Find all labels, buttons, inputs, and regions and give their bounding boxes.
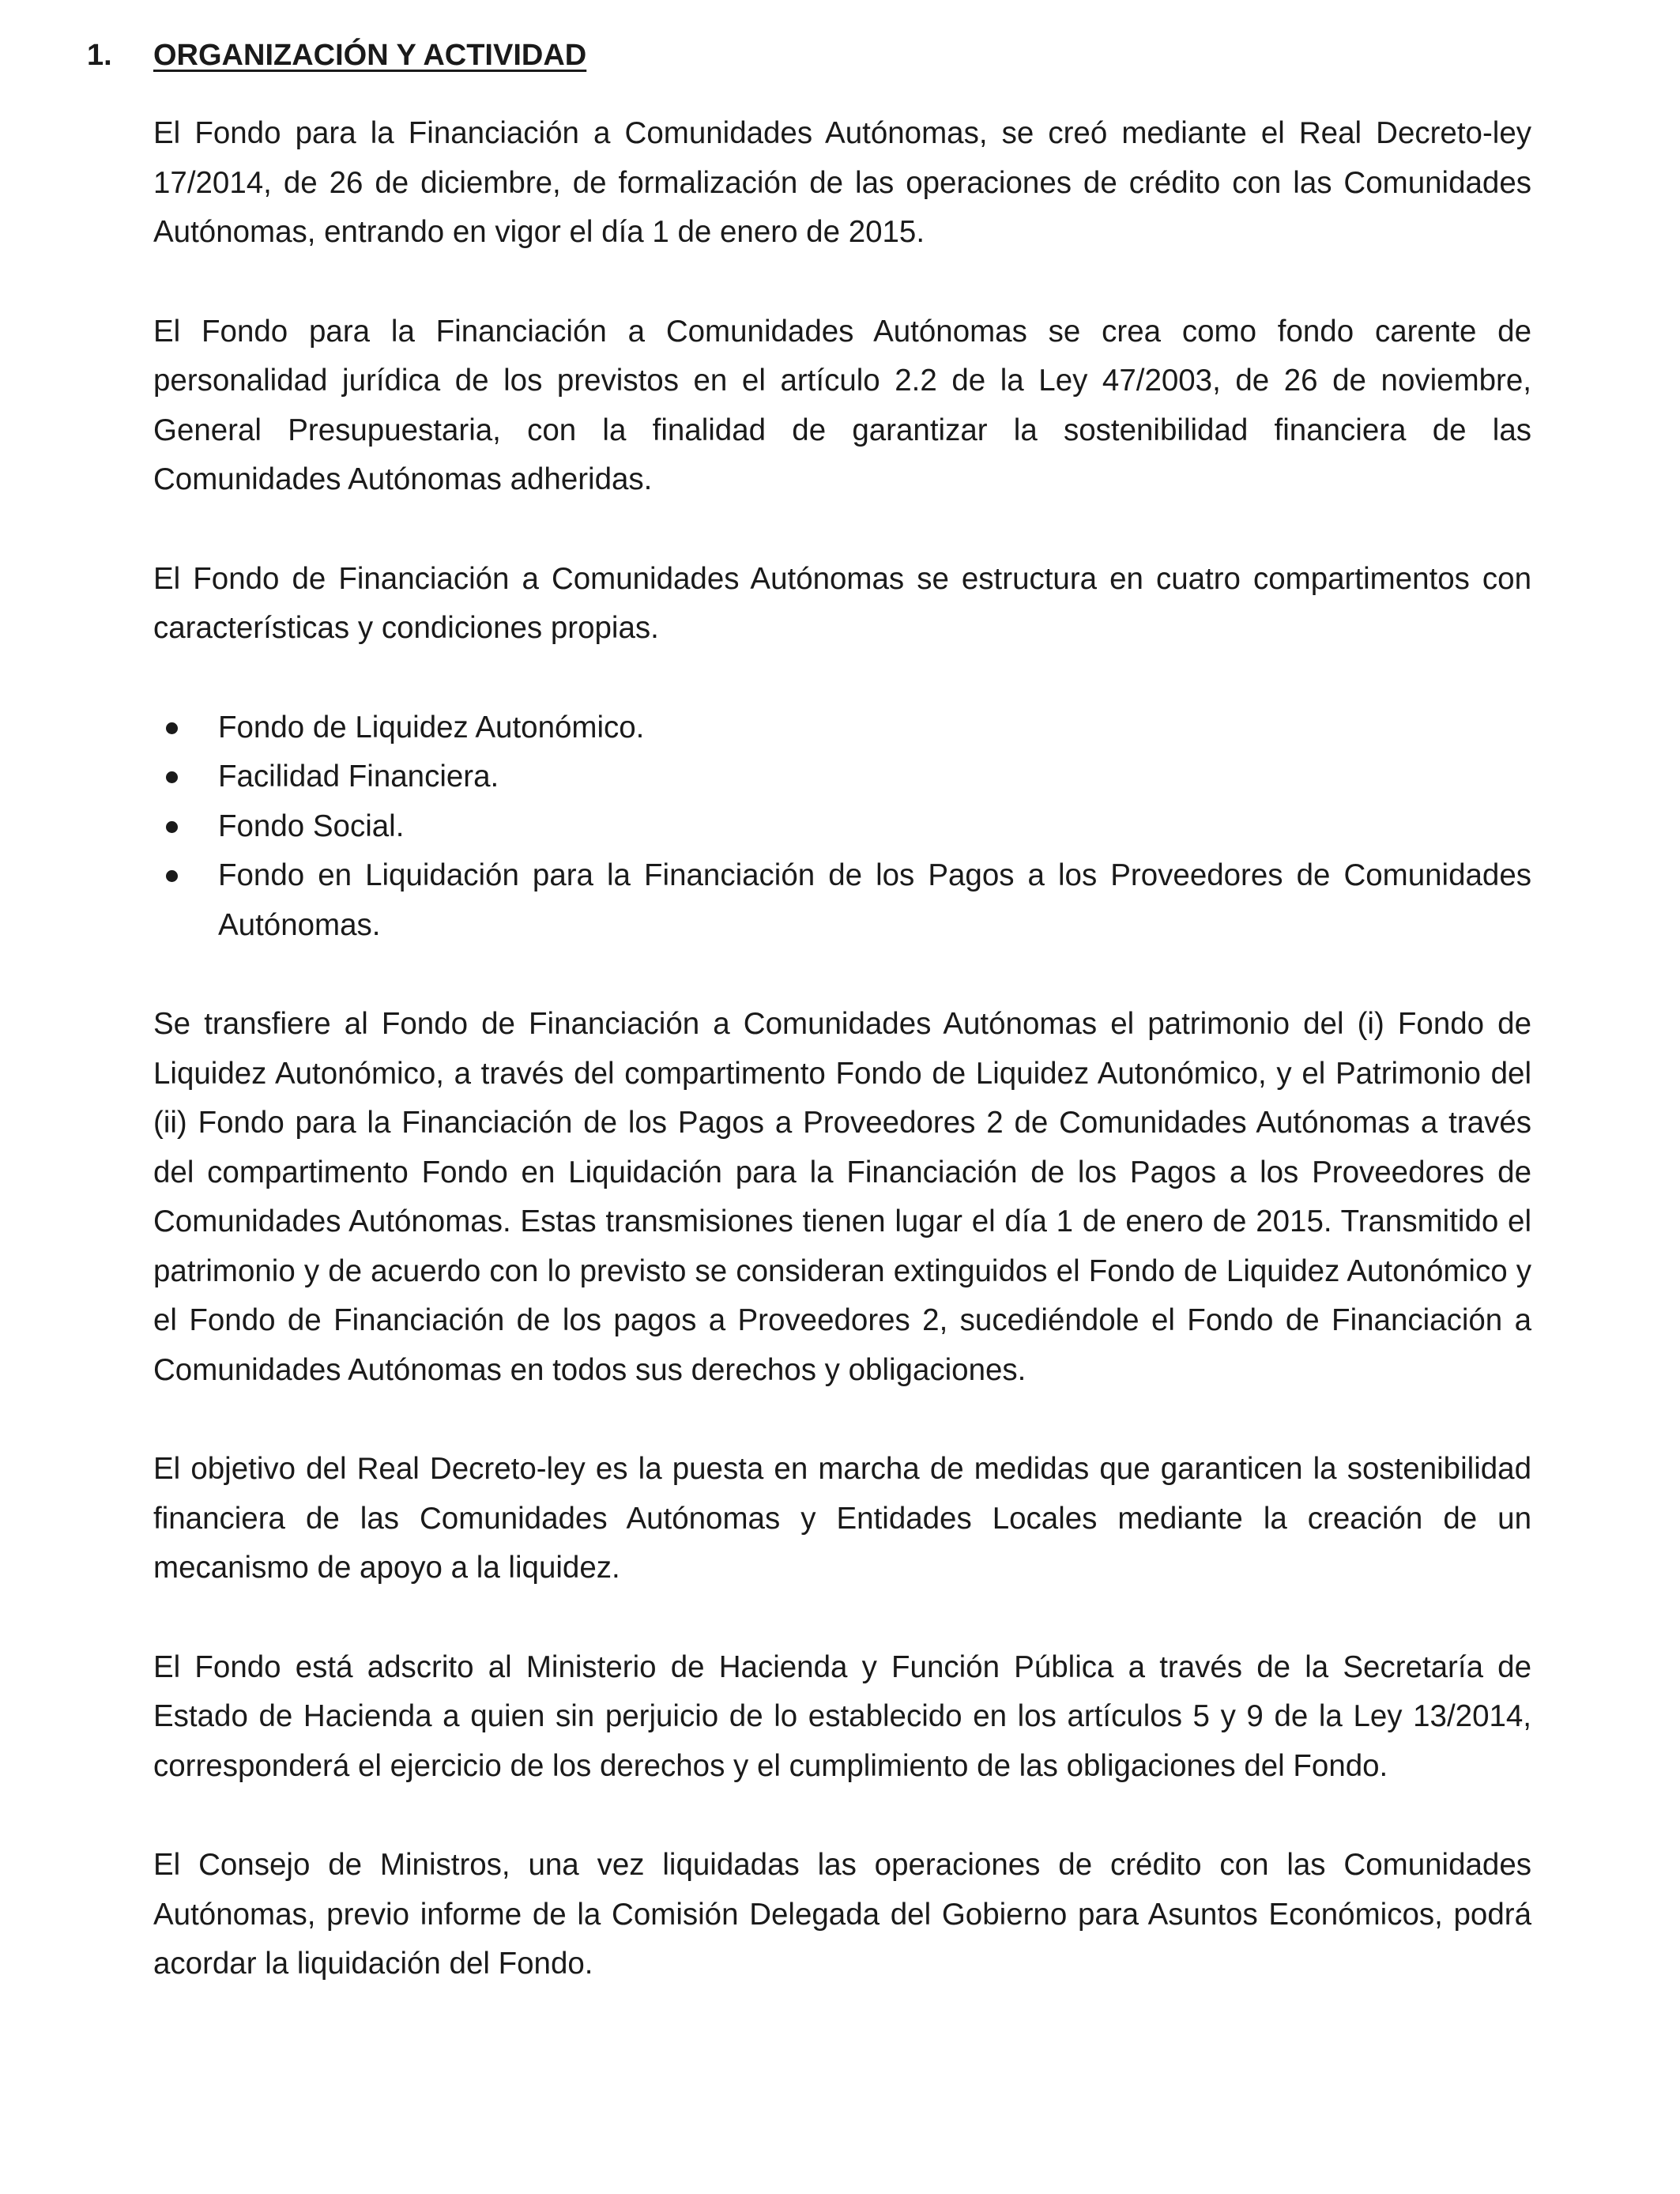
compartments-list [153,703,1531,951]
paragraph-transfer: Se transfiere al Fondo de Financiación a Comunidades Autónomas el patrimonio del (i) Fondo de Liquidez Autonómico, a través del compartimento Fondo de Liquidez Autonómico, y el Patrimonio del (ii) Fondo para la Financiación de los Pagos a Proveedores 2 de Comunidades Autónomas a través del compartimento Fondo en Liquidación para la Financiación de los Pagos a los Proveedores de Comunidades Autónomas. Estas transmisiones tienen lugar el día 1 de enero de 2015. Transmitido el patrimonio y de acuerdo con lo previsto se consideran extinguidos el Fondo de Liquidez Autonómico y el Fondo de Financiación de los pagos a Proveedores 2, sucediéndole el Fondo de Financiación a Comunidades Autónomas en todos sus derechos y obligaciones. [153,1007,1531,1387]
list-item [153,752,1531,802]
paragraph-ministry: El Fondo está adscrito al Ministerio de Hacienda y Función Pública a través de la Secretaría de Estado de Hacienda a quien sin perjuicio de lo establecido en los artículos 5 y 9 de la Ley 13/2014, corresponderá el ejercicio de los derechos y el cumplimiento de las obligaciones del Fondo. [153,1649,1531,1783]
section-heading [87,35,586,76]
section-number: 1. [87,39,112,72]
bullet-icon [166,821,178,833]
document-body [153,109,1531,2039]
list-item-text: Fondo en Liquidación para la Financiación de los Pagos a los Proveedores de Comunidades Autónomas. [218,858,1531,942]
paragraph-legal-nature: El Fondo para la Financiación a Comunidades Autónomas se crea como fondo carente de personalidad jurídica de los previstos en el artículo 2.2 de la Ley 47/2003, de 26 de noviembre, General Presupuestaria, con la finalidad de garantizar la sostenibilidad financiera de las Comunidades Autónomas adheridas. [153,314,1531,496]
bullet-icon [166,870,178,882]
paragraph-objective: El objetivo del Real Decreto-ley es la puesta en marcha de medidas que garanticen la sostenibilidad financiera de las Comunidades Autónomas y Entidades Locales mediante la creación de un mecanismo de apoyo a la liquidez. [153,1452,1531,1585]
paragraph-creation: El Fondo para la Financiación a Comunidades Autónomas, se creó mediante el Real Decreto-ley 17/2014, de 26 de diciembre, de formalización de las operaciones de crédito con las Comunidades Autónomas, entrando en vigor el día 1 de enero de 2015. [153,116,1531,249]
paragraph-structure: El Fondo de Financiación a Comunidades Autónomas se estructura en cuatro compartimentos con características y condiciones propias. [153,561,1531,645]
bullet-icon [166,771,178,783]
list-item-text: Facilidad Financiera. [218,760,499,794]
section-title: ORGANIZACIÓN Y ACTIVIDAD [153,39,587,72]
bullet-icon [166,722,178,734]
list-item-text: Fondo Social. [218,809,405,843]
paragraph-liquidation: El Consejo de Ministros, una vez liquidadas las operaciones de crédito con las Comunidades Autónomas, previo informe de la Comisión Delegada del Gobierno para Asuntos Económicos, podrá acordar la liquidación del Fondo. [153,1848,1531,1981]
list-item-text: Fondo de Liquidez Autonómico. [218,710,645,745]
list-item [153,802,1531,852]
list-item [153,703,1531,753]
list-item [153,851,1531,950]
